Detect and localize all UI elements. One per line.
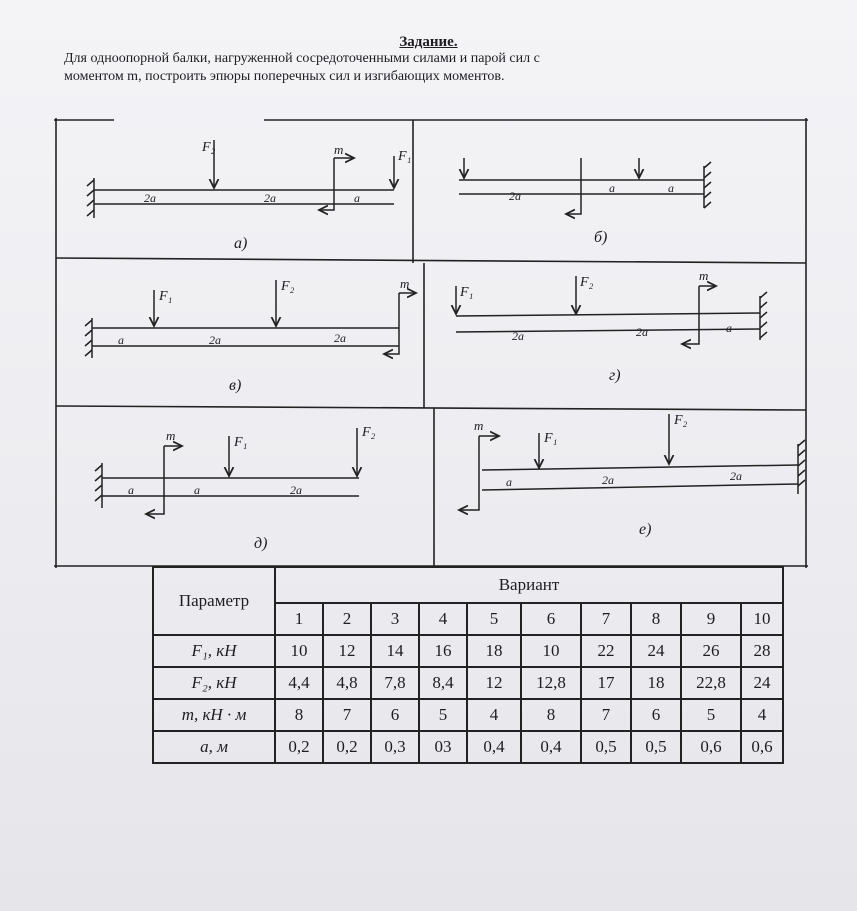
label-a-v: a: [118, 333, 124, 347]
task-text: [64, 50, 784, 86]
table-cell: 0,4: [521, 731, 581, 763]
label-f1-d: F₁: [234, 435, 248, 450]
table-cell: 5: [681, 699, 741, 731]
label-f2-a: F₂: [202, 140, 216, 155]
label-a-g: a: [726, 321, 732, 335]
table-cell: 0,2: [323, 731, 371, 763]
panel-label-g: г): [609, 367, 621, 384]
table-cell: 7: [323, 699, 371, 731]
variant-cell: 1: [275, 603, 323, 635]
row-name: F₂, кН: [153, 667, 275, 699]
label-2a-d: 2a: [290, 483, 302, 497]
label-2a-e2: 2a: [730, 469, 742, 483]
row-name: m, кН · м: [153, 699, 275, 731]
table-cell: 22: [581, 635, 631, 667]
label-m-d: m: [166, 428, 176, 443]
table-cell: 12: [323, 635, 371, 667]
document-title: Задание.: [399, 34, 458, 50]
label-a-d2: a: [194, 483, 200, 497]
table-cell: 0,6: [741, 731, 783, 763]
label-2a-a2: 2a: [264, 191, 276, 205]
table-cell: 4: [467, 699, 521, 731]
variant-cell: 10: [741, 603, 783, 635]
label-f2-v: F₂: [281, 279, 295, 294]
table-cell: 17: [581, 667, 631, 699]
row-name: F₁, кН: [153, 635, 275, 667]
panel-label-b: б): [594, 229, 608, 246]
label-a-d1: a: [128, 483, 134, 497]
table-cell: 0,3: [371, 731, 419, 763]
label-2a-v2: 2a: [334, 331, 346, 345]
table-row: [153, 699, 783, 731]
variant-cell: 9: [681, 603, 741, 635]
label-m-v: m: [400, 276, 410, 291]
label-m-a: m: [334, 142, 344, 157]
label-m-g: m: [699, 268, 709, 283]
table-cell: 14: [371, 635, 419, 667]
table-cell: 0,2: [275, 731, 323, 763]
table-cell: 8,4: [419, 667, 467, 699]
beam-panel-d: [95, 428, 359, 514]
parameter-table: [152, 566, 784, 764]
table-cell: 18: [467, 635, 521, 667]
label-2a-a1: 2a: [144, 191, 156, 205]
label-2a-e1: 2a: [602, 473, 614, 487]
variant-cell: 7: [581, 603, 631, 635]
label-a-a: a: [354, 191, 360, 205]
table-cell: 24: [741, 667, 783, 699]
beam-diagrams: [54, 118, 808, 568]
table-row: [153, 667, 783, 699]
table-cell: 0,4: [467, 731, 521, 763]
variant-cell: 6: [521, 603, 581, 635]
table-cell: 16: [419, 635, 467, 667]
table-header-row: [153, 567, 783, 603]
label-f1-v: F₁: [159, 289, 173, 304]
table-cell: 4: [741, 699, 783, 731]
label-f2-d: F₂: [362, 425, 376, 440]
label-a-b1: a: [609, 181, 615, 195]
variant-cell: 5: [467, 603, 521, 635]
variant-cell: 2: [323, 603, 371, 635]
beam-panel-v: [85, 280, 416, 358]
panel-label-v: в): [229, 377, 242, 394]
beam-panel-g: [456, 276, 767, 344]
row-name: a, м: [153, 731, 275, 763]
table-row: [153, 731, 783, 763]
variant-cell: 8: [631, 603, 681, 635]
table-cell: 7,8: [371, 667, 419, 699]
table-cell: 6: [371, 699, 419, 731]
table-cell: 03: [419, 731, 467, 763]
table-cell: 10: [275, 635, 323, 667]
beam-panel-a: [87, 140, 394, 218]
label-f1-e: F₁: [544, 431, 558, 446]
table-cell: 5: [419, 699, 467, 731]
label-a-e: a: [506, 475, 512, 489]
label-2a-v1: 2a: [209, 333, 221, 347]
table-cell: 6: [631, 699, 681, 731]
variant-header: Вариант: [275, 567, 783, 603]
table-cell: 28: [741, 635, 783, 667]
table-cell: 12,8: [521, 667, 581, 699]
label-f2-e: F₂: [674, 413, 688, 428]
table-cell: 4,4: [275, 667, 323, 699]
table-cell: 0,5: [581, 731, 631, 763]
table-cell: 7: [581, 699, 631, 731]
label-2a-g1: 2a: [512, 329, 524, 343]
table-cell: 18: [631, 667, 681, 699]
panel-label-a: а): [234, 235, 248, 252]
label-2a-g2: 2a: [636, 325, 648, 339]
table-cell: 26: [681, 635, 741, 667]
table-cell: 24: [631, 635, 681, 667]
label-f1-a: F₁: [398, 149, 412, 164]
panel-label-e: е): [639, 521, 652, 538]
table-cell: 4,8: [323, 667, 371, 699]
task-line-2: моментом m, построить эпюры поперечных сил и изгибающих моментов.: [64, 69, 505, 84]
table-cell: 0,5: [631, 731, 681, 763]
table-cell: 8: [521, 699, 581, 731]
label-a-b2: a: [668, 181, 674, 195]
param-header: Параметр: [153, 567, 275, 635]
table-cell: 8: [275, 699, 323, 731]
label-f2-g: F₂: [580, 275, 594, 290]
table-cell: 12: [467, 667, 521, 699]
table-row: [153, 635, 783, 667]
table-cell: 10: [521, 635, 581, 667]
task-line-1: Для одноопорной балки, нагруженной сосредоточенными силами и парой сил с: [64, 51, 540, 66]
panel-label-d: д): [254, 535, 268, 552]
variant-cell: 4: [419, 603, 467, 635]
label-f1-g: F₁: [460, 285, 474, 300]
beam-panel-e: [459, 414, 805, 510]
variant-cell: 3: [371, 603, 419, 635]
label-2a-b: 2a: [509, 189, 521, 203]
table-cell: 0,6: [681, 731, 741, 763]
label-m-e: m: [474, 418, 484, 433]
table-cell: 22,8: [681, 667, 741, 699]
